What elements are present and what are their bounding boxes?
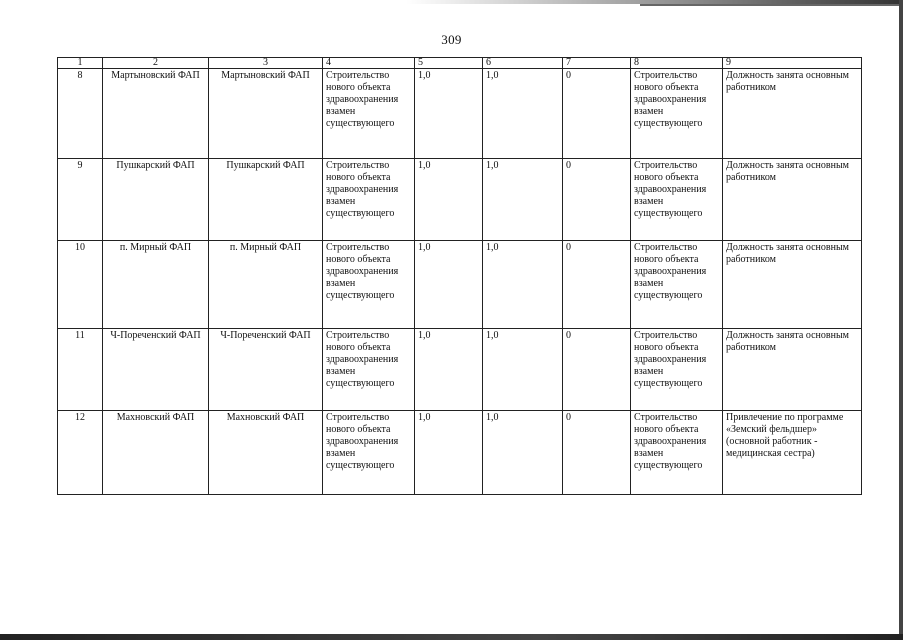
value-col6: 1,0 (483, 241, 563, 329)
facility-name-2: Ч-Пореченский ФАП (209, 329, 323, 411)
value-col7: 0 (563, 159, 631, 241)
facility-name-2: п. Мирный ФАП (209, 241, 323, 329)
note-cell: Должность занята основным работником (723, 69, 862, 159)
column-header: 5 (415, 58, 483, 69)
activity-cell: Строительство нового объекта здравоохранения взамен существующего (323, 411, 415, 495)
value-col5: 1,0 (415, 329, 483, 411)
activity-cell: Строительство нового объекта здравоохранения взамен существующего (323, 159, 415, 241)
column-header: 2 (103, 58, 209, 69)
table-row (58, 159, 862, 241)
scan-edge-bottom (0, 634, 903, 640)
column-header: 4 (323, 58, 415, 69)
note-cell: Привлечение по программе «Земский фельдшер» (основной работник - медицинская сестра) (723, 411, 862, 495)
facility-name-2: Махновский ФАП (209, 411, 323, 495)
column-header: 7 (563, 58, 631, 69)
row-number: 8 (58, 69, 103, 159)
value-col7: 0 (563, 329, 631, 411)
column-header: 3 (209, 58, 323, 69)
value-col7: 0 (563, 241, 631, 329)
activity-cell-2: Строительство нового объекта здравоохранения взамен существующего (631, 69, 723, 159)
table-row (58, 241, 862, 329)
row-number: 9 (58, 159, 103, 241)
column-header: 9 (723, 58, 862, 69)
facility-name-2: Мартыновский ФАП (209, 69, 323, 159)
column-header: 6 (483, 58, 563, 69)
value-col5: 1,0 (415, 159, 483, 241)
facilities-table (57, 57, 862, 495)
table-row (58, 411, 862, 495)
value-col7: 0 (563, 69, 631, 159)
value-col6: 1,0 (483, 69, 563, 159)
column-header: 8 (631, 58, 723, 69)
activity-cell-2: Строительство нового объекта здравоохранения взамен существующего (631, 329, 723, 411)
facility-name-2: Пушкарский ФАП (209, 159, 323, 241)
facility-name: Махновский ФАП (103, 411, 209, 495)
facility-name: Ч-Пореченский ФАП (103, 329, 209, 411)
column-header: 1 (58, 58, 103, 69)
facility-name: п. Мирный ФАП (103, 241, 209, 329)
scan-edge-right (899, 0, 903, 640)
activity-cell: Строительство нового объекта здравоохранения взамен существующего (323, 69, 415, 159)
row-number: 12 (58, 411, 103, 495)
table-header-row (58, 58, 862, 69)
value-col6: 1,0 (483, 329, 563, 411)
activity-cell: Строительство нового объекта здравоохранения взамен существующего (323, 329, 415, 411)
table-row (58, 329, 862, 411)
facility-name: Пушкарский ФАП (103, 159, 209, 241)
page-number: 309 (441, 32, 462, 47)
value-col6: 1,0 (483, 411, 563, 495)
activity-cell-2: Строительство нового объекта здравоохранения взамен существующего (631, 159, 723, 241)
facility-name: Мартыновский ФАП (103, 69, 209, 159)
note-cell: Должность занята основным работником (723, 329, 862, 411)
activity-cell-2: Строительство нового объекта здравоохранения взамен существующего (631, 241, 723, 329)
value-col5: 1,0 (415, 69, 483, 159)
row-number: 11 (58, 329, 103, 411)
value-col7: 0 (563, 411, 631, 495)
value-col5: 1,0 (415, 411, 483, 495)
activity-cell: Строительство нового объекта здравоохранения взамен существующего (323, 241, 415, 329)
activity-cell-2: Строительство нового объекта здравоохранения взамен существующего (631, 411, 723, 495)
value-col6: 1,0 (483, 159, 563, 241)
table-row (58, 69, 862, 159)
scan-edge-top-shadow (640, 4, 903, 6)
row-number: 10 (58, 241, 103, 329)
note-cell: Должность занята основным работником (723, 241, 862, 329)
value-col5: 1,0 (415, 241, 483, 329)
note-cell: Должность занята основным работником (723, 159, 862, 241)
